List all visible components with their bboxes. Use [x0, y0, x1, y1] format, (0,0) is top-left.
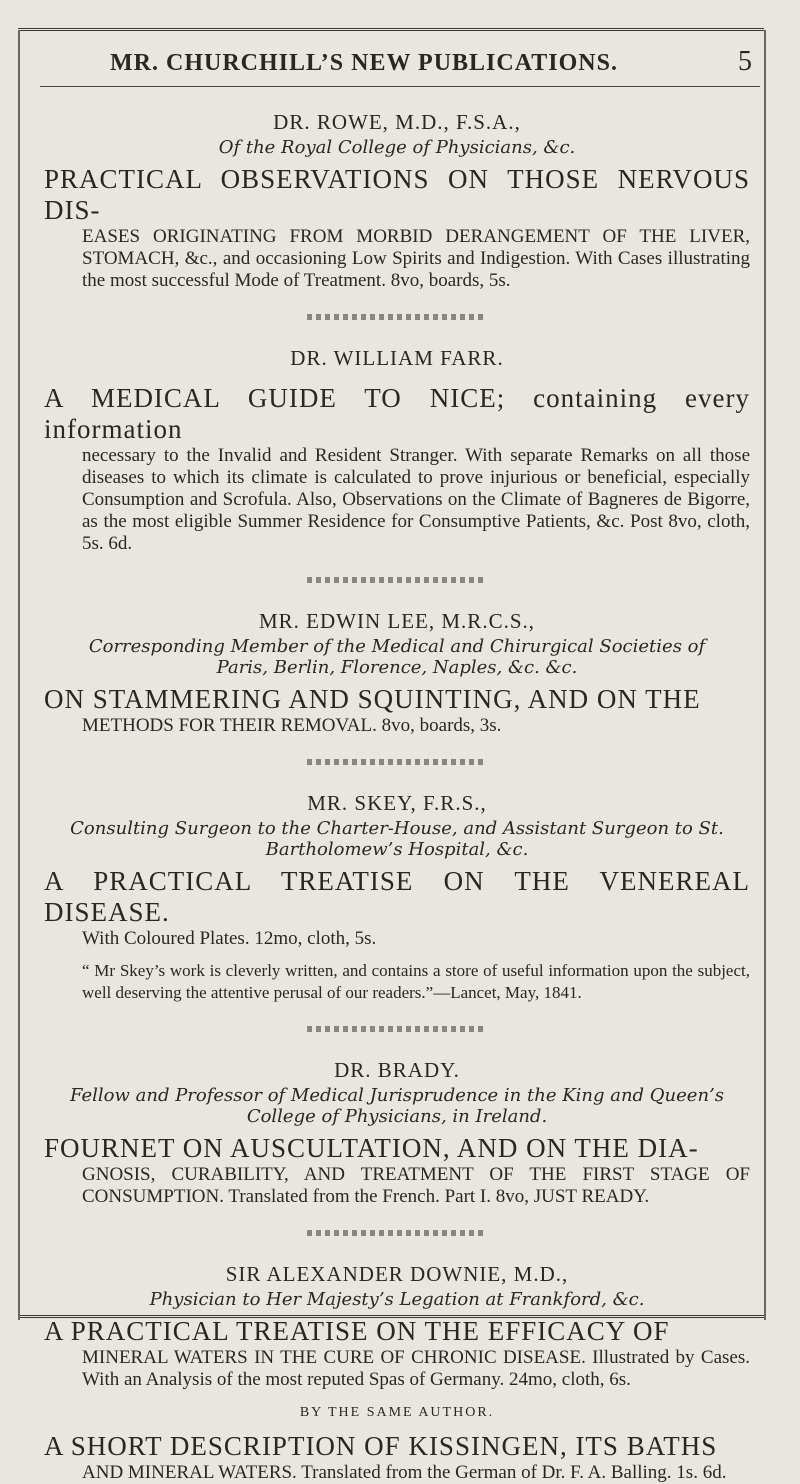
by-same-author: BY THE SAME AUTHOR.	[299, 1405, 495, 1420]
entry-author: MR. EDWIN LEE, M.R.C.S.,	[259, 609, 535, 633]
page-number: 5	[738, 46, 752, 77]
entry-quote: “ Mr Skey’s work is cleverly written, and contains a store of useful information upon the subject, well deserving the attentive perusal of our readers.”—Lancet, May, 1841.	[82, 961, 750, 1002]
entry-author: SIR ALEXANDER DOWNIE, M.D.,	[225, 1262, 569, 1286]
entry-title: A PRACTICAL TREATISE ON THE VENEREAL DISEASE.	[44, 866, 750, 927]
entry-description: EASES ORIGINATING FROM MORBID DERANGEMENT OF THE LIVER, STOMACH, &c., and occasioning Low Spirits and Indigestion. With Cases illustrating the most successful Mode of Treatment. 8vo, boards, 5s.	[82, 226, 750, 291]
ornament-divider	[307, 314, 487, 320]
ornament-divider	[307, 1230, 487, 1236]
ornament-divider	[307, 1026, 487, 1032]
entry-rowe	[44, 110, 750, 292]
entry-affiliation: Physician to Her Majesty’s Legation at Frankford, &c.	[149, 1289, 645, 1310]
running-title: MR. CHURCHILL’S NEW PUBLICATIONS.	[110, 50, 618, 76]
entry-downie	[44, 1262, 750, 1484]
entry-description: MINERAL WATERS IN THE CURE OF CHRONIC DISEASE. Illustrated by Cases. With an Analysis of the most reputed Spas of Germany. 24mo, cloth, 6s.	[82, 1347, 750, 1390]
entry-title: ON STAMMERING AND SQUINTING, AND ON THE	[44, 684, 701, 714]
content	[44, 110, 750, 1484]
ornament-divider	[307, 759, 487, 765]
entry-title-2: A SHORT DESCRIPTION OF KISSINGEN, ITS BATHS	[44, 1431, 718, 1461]
right-rule	[764, 30, 766, 1320]
ornament-divider	[307, 577, 487, 583]
entry-title: PRACTICAL OBSERVATIONS ON THOSE NERVOUS DIS-	[44, 164, 750, 225]
entry-affiliation: Fellow and Professor of Medical Jurisprudence in the King and Queen’s College of Physicians, in Ireland.	[69, 1085, 725, 1127]
entry-author: DR. WILLIAM FARR.	[290, 346, 504, 370]
entry-title: A PRACTICAL TREATISE ON THE EFFICACY OF	[44, 1316, 670, 1346]
entry-author: DR. ROWE, M.D., F.S.A.,	[273, 110, 521, 134]
entry-lee	[44, 609, 750, 737]
entry-affiliation: Of the Royal College of Physicians, &c.	[218, 137, 576, 158]
entry-title: FOURNET ON AUSCULTATION, AND ON THE DIA-	[44, 1133, 699, 1163]
entry-description: GNOSIS, CURABILITY, AND TREATMENT OF THE FIRST STAGE OF CONSUMPTION. Translated from the French. Part I. 8vo, JUST READY.	[82, 1164, 750, 1207]
entry-skey	[44, 791, 750, 1004]
entry-author: DR. BRADY.	[334, 1058, 460, 1082]
entry-description: necessary to the Invalid and Resident Stranger. With separate Remarks on all those diseases to which its climate is calculated to prove injurious or beneficial, especially Consumption and Scrofula. Also, Observations on the Climate of Bagneres de Bigorre, as the most eligible Summer Residence for Consumptive Patients, &c. Post 8vo, cloth, 5s. 6d.	[82, 445, 750, 554]
entry-description: METHODS FOR THEIR REMOVAL. 8vo, boards, 3s.	[82, 715, 502, 736]
entry-brady	[44, 1058, 750, 1208]
entry-affiliation: Consulting Surgeon to the Charter-House, and Assistant Surgeon to St. Bartholomew’s Hospital, &c.	[70, 818, 724, 860]
entry-author: MR. SKEY, F.R.S.,	[307, 791, 487, 815]
entry-title: A MEDICAL GUIDE TO NICE; containing every information	[44, 383, 750, 444]
running-head	[40, 46, 760, 87]
entry-farr	[44, 346, 750, 555]
entry-description: With Coloured Plates. 12mo, cloth, 5s.	[82, 928, 377, 949]
entry-description-2: AND MINERAL WATERS. Translated from the German of Dr. F. A. Balling. 1s. 6d.	[82, 1462, 727, 1483]
left-rule	[18, 30, 20, 1320]
entry-affiliation: Corresponding Member of the Medical and Chirurgical Societies of Paris, Berlin, Florence, Naples, &c. &c.	[88, 636, 706, 678]
